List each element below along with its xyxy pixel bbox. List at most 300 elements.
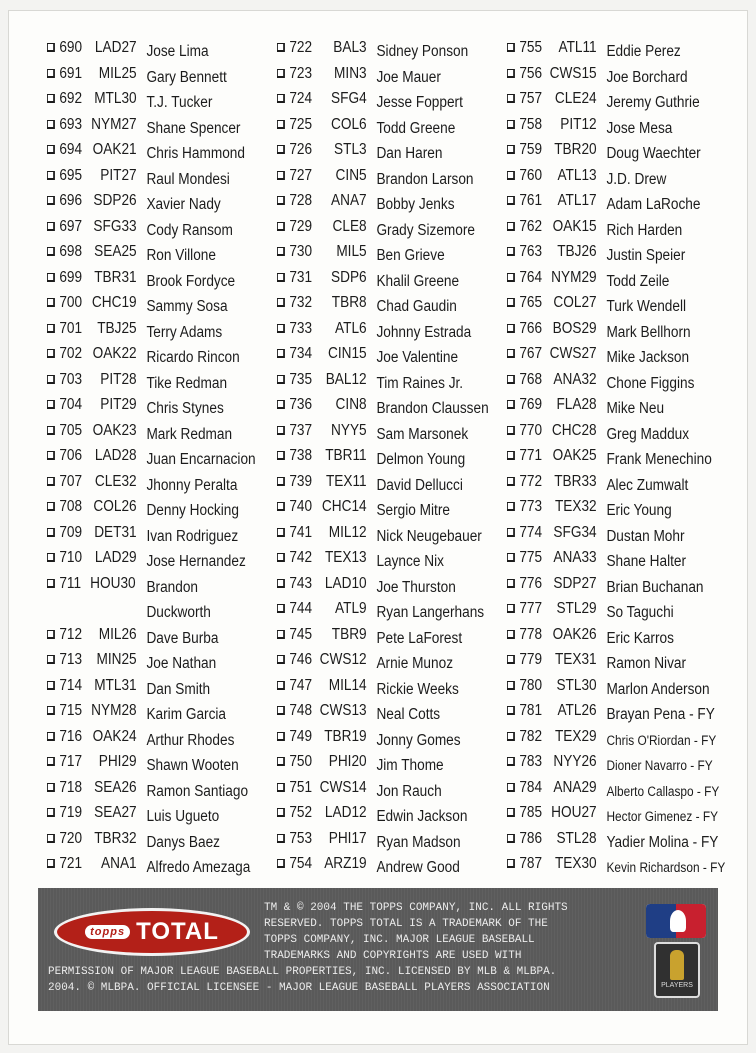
checkbox-icon[interactable] [507, 655, 515, 664]
card-number-value: 704 [59, 396, 83, 413]
team-code: ATL26 [557, 702, 597, 719]
checkbox-icon[interactable] [47, 247, 55, 256]
checklist-column-2 [277, 37, 517, 879]
checkbox-icon[interactable] [277, 196, 285, 205]
player-name: David Dellucci [376, 476, 463, 494]
team-code: CIN15 [327, 345, 367, 362]
checkbox-icon[interactable] [507, 375, 515, 384]
checkbox-icon[interactable] [277, 145, 285, 154]
team-code: ARZ19 [324, 855, 367, 872]
checklist-row [47, 802, 258, 828]
card-number-value: 728 [289, 192, 313, 209]
player-name: Jonny Gomes [376, 731, 461, 749]
card-number-value: 717 [59, 753, 83, 770]
card-number [59, 626, 156, 644]
checkbox-icon[interactable] [507, 808, 515, 817]
checkbox-icon[interactable] [507, 69, 515, 78]
card-number [59, 90, 156, 108]
card-number [59, 294, 156, 312]
checkbox-icon[interactable] [47, 732, 55, 741]
card-number-value: 754 [289, 855, 313, 872]
checkbox-icon[interactable] [47, 120, 55, 129]
checkbox-icon[interactable] [47, 477, 55, 486]
checklist-row [47, 471, 258, 497]
card-number-value: 787 [519, 855, 543, 872]
card-number [289, 753, 386, 771]
checkbox-icon[interactable] [47, 859, 55, 868]
checkbox-icon[interactable] [507, 298, 515, 307]
card-number [519, 345, 616, 363]
player-name: Pete LaForest [376, 629, 463, 647]
card-number-value: 756 [519, 64, 543, 82]
card-number [59, 447, 156, 465]
checklist-row [277, 522, 488, 548]
player-name: T.J. Tucker [146, 94, 213, 111]
team-code: SFG34 [553, 523, 597, 541]
checkbox-icon[interactable] [507, 604, 515, 613]
checklist-row [47, 573, 258, 624]
checklist-row [277, 241, 488, 267]
checkbox-icon[interactable] [507, 451, 515, 460]
checklist-row [47, 445, 258, 471]
checkbox-icon[interactable] [507, 94, 515, 103]
checklist-row [507, 63, 718, 89]
checklist-row [47, 522, 258, 548]
player-name: Ryan Madson [376, 833, 461, 851]
checkbox-icon[interactable] [277, 120, 285, 129]
card-number [59, 728, 156, 746]
card-number [59, 575, 156, 593]
checklist-row [47, 853, 258, 879]
team-code: ANA1 [101, 855, 137, 872]
card-number-value: 778 [519, 625, 543, 643]
checklist-row [277, 445, 488, 471]
checkbox-icon[interactable] [277, 502, 285, 511]
checklist-row [507, 496, 718, 522]
card-number-value: 696 [59, 192, 83, 209]
card-number [59, 498, 156, 516]
card-number-value: 748 [289, 702, 313, 719]
team-code: TBR11 [325, 447, 367, 464]
checklist-row [277, 190, 488, 216]
checklist-row [507, 216, 718, 242]
player-name: Tim Raines Jr. [376, 374, 464, 392]
card-number [289, 651, 386, 669]
checkbox-icon[interactable] [277, 324, 285, 333]
card-number [289, 345, 386, 363]
checklist-row [47, 700, 258, 726]
team-code: LAD12 [324, 804, 367, 821]
checkbox-icon[interactable] [507, 171, 515, 180]
checkbox-icon[interactable] [507, 273, 515, 282]
card-number-value: 783 [519, 753, 543, 770]
team-code: HOU27 [551, 804, 597, 821]
checkbox-icon[interactable] [507, 783, 515, 792]
checkbox-icon[interactable] [47, 324, 55, 333]
team-code: TEX13 [324, 549, 367, 566]
card-number-value: 729 [289, 217, 313, 235]
card-number [289, 524, 386, 542]
card-number [289, 473, 386, 491]
player-name: Ivan Rodriguez [146, 527, 239, 545]
player-name: Juan Encarnacion [146, 451, 256, 468]
player-name: Brayan Pena - FY [606, 706, 715, 723]
card-number [289, 855, 386, 873]
card-number [59, 396, 156, 414]
checklist-row [507, 726, 718, 752]
team-code: OAK24 [92, 727, 137, 745]
card-number-value: 766 [519, 319, 543, 337]
player-name: Eric Young [606, 502, 672, 519]
checklist-row [277, 216, 488, 242]
mlbpa-label: PLAYERS [661, 982, 693, 989]
legal-line-6: 2004. © MLBPA. OFFICIAL LICENSEE - MAJOR LEAGUE BASEBALL PLAYERS ASSOCIATION [48, 982, 550, 994]
checklist-row [507, 165, 718, 191]
player-name: Chris O'Riordan - FY [606, 732, 717, 748]
checkbox-icon[interactable] [277, 553, 285, 562]
card-number-value: 780 [519, 676, 543, 694]
player-name: Todd Greene [376, 119, 456, 137]
card-number [289, 65, 386, 83]
checklist-column-3 [507, 37, 747, 879]
player-name: Jon Rauch [376, 782, 442, 800]
card-number [59, 39, 156, 57]
checkbox-icon[interactable] [47, 375, 55, 384]
team-code: OAK23 [92, 421, 137, 439]
checklist-row [47, 675, 258, 701]
checkbox-icon[interactable] [47, 171, 55, 180]
player-name: Chone Figgins [606, 374, 695, 392]
player-name: Ramon Santiago [146, 782, 249, 800]
checkbox-icon[interactable] [507, 553, 515, 562]
checkbox-icon[interactable] [277, 298, 285, 307]
player-name: Xavier Nady [146, 196, 221, 213]
checkbox-icon[interactable] [277, 69, 285, 78]
team-code: TBR19 [324, 727, 367, 745]
card-number [519, 269, 616, 287]
player-name: Joe Nathan [146, 655, 217, 672]
checkbox-icon[interactable] [47, 451, 55, 460]
checkbox-icon[interactable] [507, 834, 515, 843]
checkbox-icon[interactable] [47, 553, 55, 562]
card-number [59, 804, 156, 822]
player-name: Arthur Rhodes [146, 731, 235, 749]
checklist-row [507, 853, 726, 879]
player-name: Hector Gimenez - FY [606, 809, 719, 824]
card-number-value: 734 [289, 345, 313, 362]
card-number [519, 549, 616, 567]
team-code: MIN25 [96, 651, 137, 668]
mlbpa-logo-icon [654, 942, 700, 998]
checkbox-icon[interactable] [47, 43, 55, 52]
card-number-value: 710 [59, 549, 83, 566]
card-number-value: 716 [59, 727, 83, 745]
checkbox-icon[interactable] [47, 298, 55, 307]
checkbox-icon[interactable] [277, 528, 285, 537]
checkbox-icon[interactable] [47, 349, 55, 358]
card-number [289, 371, 386, 389]
card-number [59, 141, 156, 159]
checkbox-icon[interactable] [507, 502, 515, 511]
card-number [59, 677, 156, 695]
card-number [59, 320, 156, 338]
team-code: TBJ25 [97, 319, 137, 337]
player-name: Laynce Nix [376, 553, 444, 570]
checkbox-icon[interactable] [47, 783, 55, 792]
player-name: Shane Halter [606, 553, 687, 570]
checklist-row [507, 777, 718, 803]
team-code: SDP6 [331, 268, 367, 286]
player-name: Ricardo Rincon [146, 349, 240, 366]
team-code: NYM29 [551, 268, 597, 286]
checkbox-icon[interactable] [277, 655, 285, 664]
checkbox-icon[interactable] [507, 43, 515, 52]
checkbox-icon[interactable] [507, 630, 515, 639]
card-number-value: 724 [289, 90, 313, 107]
player-name: J.D. Drew [606, 170, 667, 188]
card-number-value: 721 [59, 855, 83, 872]
card-number-value: 730 [289, 243, 313, 260]
checkbox-icon[interactable] [47, 94, 55, 103]
team-code: BAL12 [325, 370, 367, 388]
checklist-row [507, 292, 718, 318]
player-name: Rickie Weeks [376, 680, 459, 698]
checkbox-icon[interactable] [47, 502, 55, 511]
card-number [289, 269, 386, 287]
checkbox-icon[interactable] [277, 273, 285, 282]
checkbox-icon[interactable] [47, 808, 55, 817]
card-number [289, 779, 386, 797]
team-code: LAD29 [94, 549, 137, 566]
card-number [519, 498, 616, 516]
checklist-row [277, 420, 488, 446]
checklist-row [507, 624, 718, 650]
card-number-value: 743 [289, 574, 313, 592]
checkbox-icon[interactable] [47, 426, 55, 435]
checkbox-icon[interactable] [47, 222, 55, 231]
team-code: CLE24 [554, 90, 597, 107]
checkbox-icon[interactable] [507, 426, 515, 435]
card-number [59, 549, 156, 567]
checkbox-icon[interactable] [507, 145, 515, 154]
checklist-row [277, 369, 488, 395]
player-name: Mark Redman [146, 425, 233, 443]
card-number-value: 737 [289, 421, 313, 439]
team-code: TEX32 [554, 498, 597, 515]
player-name: Ben Grieve [376, 247, 445, 264]
checkbox-icon[interactable] [277, 604, 285, 613]
card-number-value: 732 [289, 294, 313, 311]
player-name: Mike Neu [606, 400, 665, 417]
checkbox-icon[interactable] [277, 859, 285, 868]
checkbox-icon[interactable] [277, 579, 285, 588]
checkbox-icon[interactable] [277, 783, 285, 792]
checkbox-icon[interactable] [507, 120, 515, 129]
card-number [519, 396, 616, 414]
checkbox-icon[interactable] [277, 451, 285, 460]
checkbox-icon[interactable] [507, 732, 515, 741]
team-code: MIL12 [328, 523, 367, 541]
player-name: Jose Lima [146, 43, 209, 60]
team-code: COL6 [331, 115, 367, 133]
checklist-row [507, 522, 718, 548]
checkbox-icon[interactable] [507, 681, 515, 690]
checklist-row [507, 343, 718, 369]
checkbox-icon[interactable] [47, 196, 55, 205]
player-name: Johnny Estrada [376, 323, 472, 341]
team-code: COL27 [553, 294, 597, 311]
checklist-row [277, 853, 488, 879]
checkbox-icon[interactable] [277, 349, 285, 358]
checkbox-icon[interactable] [47, 655, 55, 664]
team-code: TEX11 [325, 472, 367, 490]
checkbox-icon[interactable] [47, 400, 55, 409]
card-number-value: 739 [289, 472, 313, 490]
team-code: ANA7 [331, 192, 367, 209]
card-number-value: 758 [519, 115, 543, 133]
card-number-value: 692 [59, 90, 83, 107]
card-number-value: 693 [59, 115, 83, 133]
player-name: Jose Hernandez [146, 553, 246, 570]
card-number-value: 694 [59, 141, 83, 158]
card-number [59, 243, 156, 261]
team-code: MIL5 [336, 243, 367, 260]
legal-line-4: TRADEMARKS AND COPYRIGHTS ARE USED WITH [264, 950, 522, 962]
footer-banner [38, 888, 718, 1011]
player-name: Kevin Richardson - FY [606, 860, 726, 875]
checkbox-icon[interactable] [277, 477, 285, 486]
team-code: TBR31 [94, 268, 137, 286]
card-number-value: 715 [59, 702, 83, 719]
checkbox-icon[interactable] [277, 757, 285, 766]
checkbox-icon[interactable] [47, 834, 55, 843]
checkbox-icon[interactable] [507, 222, 515, 231]
checkbox-icon[interactable] [277, 375, 285, 384]
checkbox-icon[interactable] [47, 681, 55, 690]
checklist-row [47, 190, 258, 216]
checkbox-icon[interactable] [507, 247, 515, 256]
checkbox-icon[interactable] [277, 426, 285, 435]
logo-text: TOTAL [136, 918, 219, 945]
player-name: Grady Sizemore [376, 221, 475, 239]
checklist-row [47, 828, 258, 854]
checkbox-icon[interactable] [507, 477, 515, 486]
checkbox-icon[interactable] [277, 43, 285, 52]
checklist-row [507, 445, 718, 471]
card-number [59, 345, 156, 363]
card-number [289, 447, 386, 465]
checkbox-icon[interactable] [47, 579, 55, 588]
player-name: Frank Menechino [606, 451, 712, 468]
team-code: TBR33 [554, 472, 597, 490]
checklist-row [507, 190, 718, 216]
player-name: Luis Ugueto [146, 808, 220, 825]
checklist-row [47, 114, 258, 140]
checkbox-icon[interactable] [507, 528, 515, 537]
checkbox-icon[interactable] [277, 706, 285, 715]
checkbox-icon[interactable] [277, 94, 285, 103]
checkbox-icon[interactable] [277, 834, 285, 843]
checkbox-icon[interactable] [507, 196, 515, 205]
player-name: Ron Villone [146, 247, 216, 264]
checkbox-icon[interactable] [277, 222, 285, 231]
checklist-row [277, 37, 488, 63]
card-number-value: 765 [519, 294, 543, 311]
checklist-row [507, 394, 718, 420]
legal-line-5: PERMISSION OF MAJOR LEAGUE BASEBALL PROPERTIES, INC. LICENSED BY MLB & MLBPA. [48, 966, 557, 978]
checkbox-icon[interactable] [47, 69, 55, 78]
team-code: MIL14 [328, 676, 367, 694]
checkbox-icon[interactable] [507, 349, 515, 358]
checkbox-icon[interactable] [277, 247, 285, 256]
checkbox-icon[interactable] [507, 400, 515, 409]
card-number-value: 745 [289, 625, 313, 643]
player-name: Chris Stynes [146, 400, 224, 417]
team-code: NYM28 [91, 702, 137, 719]
checkbox-icon[interactable] [507, 859, 515, 868]
team-code: BAL3 [333, 39, 367, 56]
checkbox-icon[interactable] [507, 706, 515, 715]
checklist-row [277, 547, 488, 573]
team-code: PHI17 [328, 829, 367, 847]
player-name: Sammy Sosa [146, 298, 228, 315]
team-code: CLE32 [94, 472, 137, 490]
player-name: Karim Garcia [146, 706, 227, 723]
checkbox-icon[interactable] [507, 324, 515, 333]
checkbox-icon[interactable] [277, 732, 285, 741]
checkbox-icon[interactable] [47, 145, 55, 154]
checkbox-icon[interactable] [277, 630, 285, 639]
checkbox-icon[interactable] [47, 528, 55, 537]
player-name: Greg Maddux [606, 425, 690, 443]
card-number-value: 759 [519, 141, 543, 158]
team-code: PIT28 [100, 370, 137, 388]
card-number [289, 549, 386, 567]
checkbox-icon[interactable] [277, 681, 285, 690]
checklist-row [47, 63, 258, 89]
checklist-row [47, 88, 258, 114]
card-number-value: 785 [519, 804, 543, 821]
checkbox-icon[interactable] [507, 579, 515, 588]
player-name: Alberto Callaspo - FY [606, 783, 720, 799]
card-number [519, 524, 616, 542]
card-number [289, 600, 386, 618]
player-name: Jose Mesa [606, 119, 673, 137]
card-number-value: 713 [59, 651, 83, 668]
card-number [519, 677, 616, 695]
card-number-value: 761 [519, 192, 543, 209]
checkbox-icon[interactable] [47, 273, 55, 282]
player-name: Brook Fordyce [146, 272, 236, 290]
card-number [289, 702, 386, 720]
card-number [289, 320, 386, 338]
card-number [519, 728, 616, 746]
checklist-row [277, 726, 488, 752]
checklist-row [277, 63, 488, 89]
checkbox-icon[interactable] [47, 630, 55, 639]
card-number-value: 770 [519, 421, 543, 439]
checkbox-icon[interactable] [277, 808, 285, 817]
checkbox-icon[interactable] [47, 757, 55, 766]
checkbox-icon[interactable] [277, 400, 285, 409]
team-code: CHC14 [321, 498, 367, 515]
team-code: MIL26 [98, 625, 137, 643]
card-number-value: 714 [59, 676, 83, 694]
card-number-value: 774 [519, 523, 543, 541]
checkbox-icon[interactable] [47, 706, 55, 715]
checkbox-icon[interactable] [507, 757, 515, 766]
checkbox-icon[interactable] [277, 171, 285, 180]
